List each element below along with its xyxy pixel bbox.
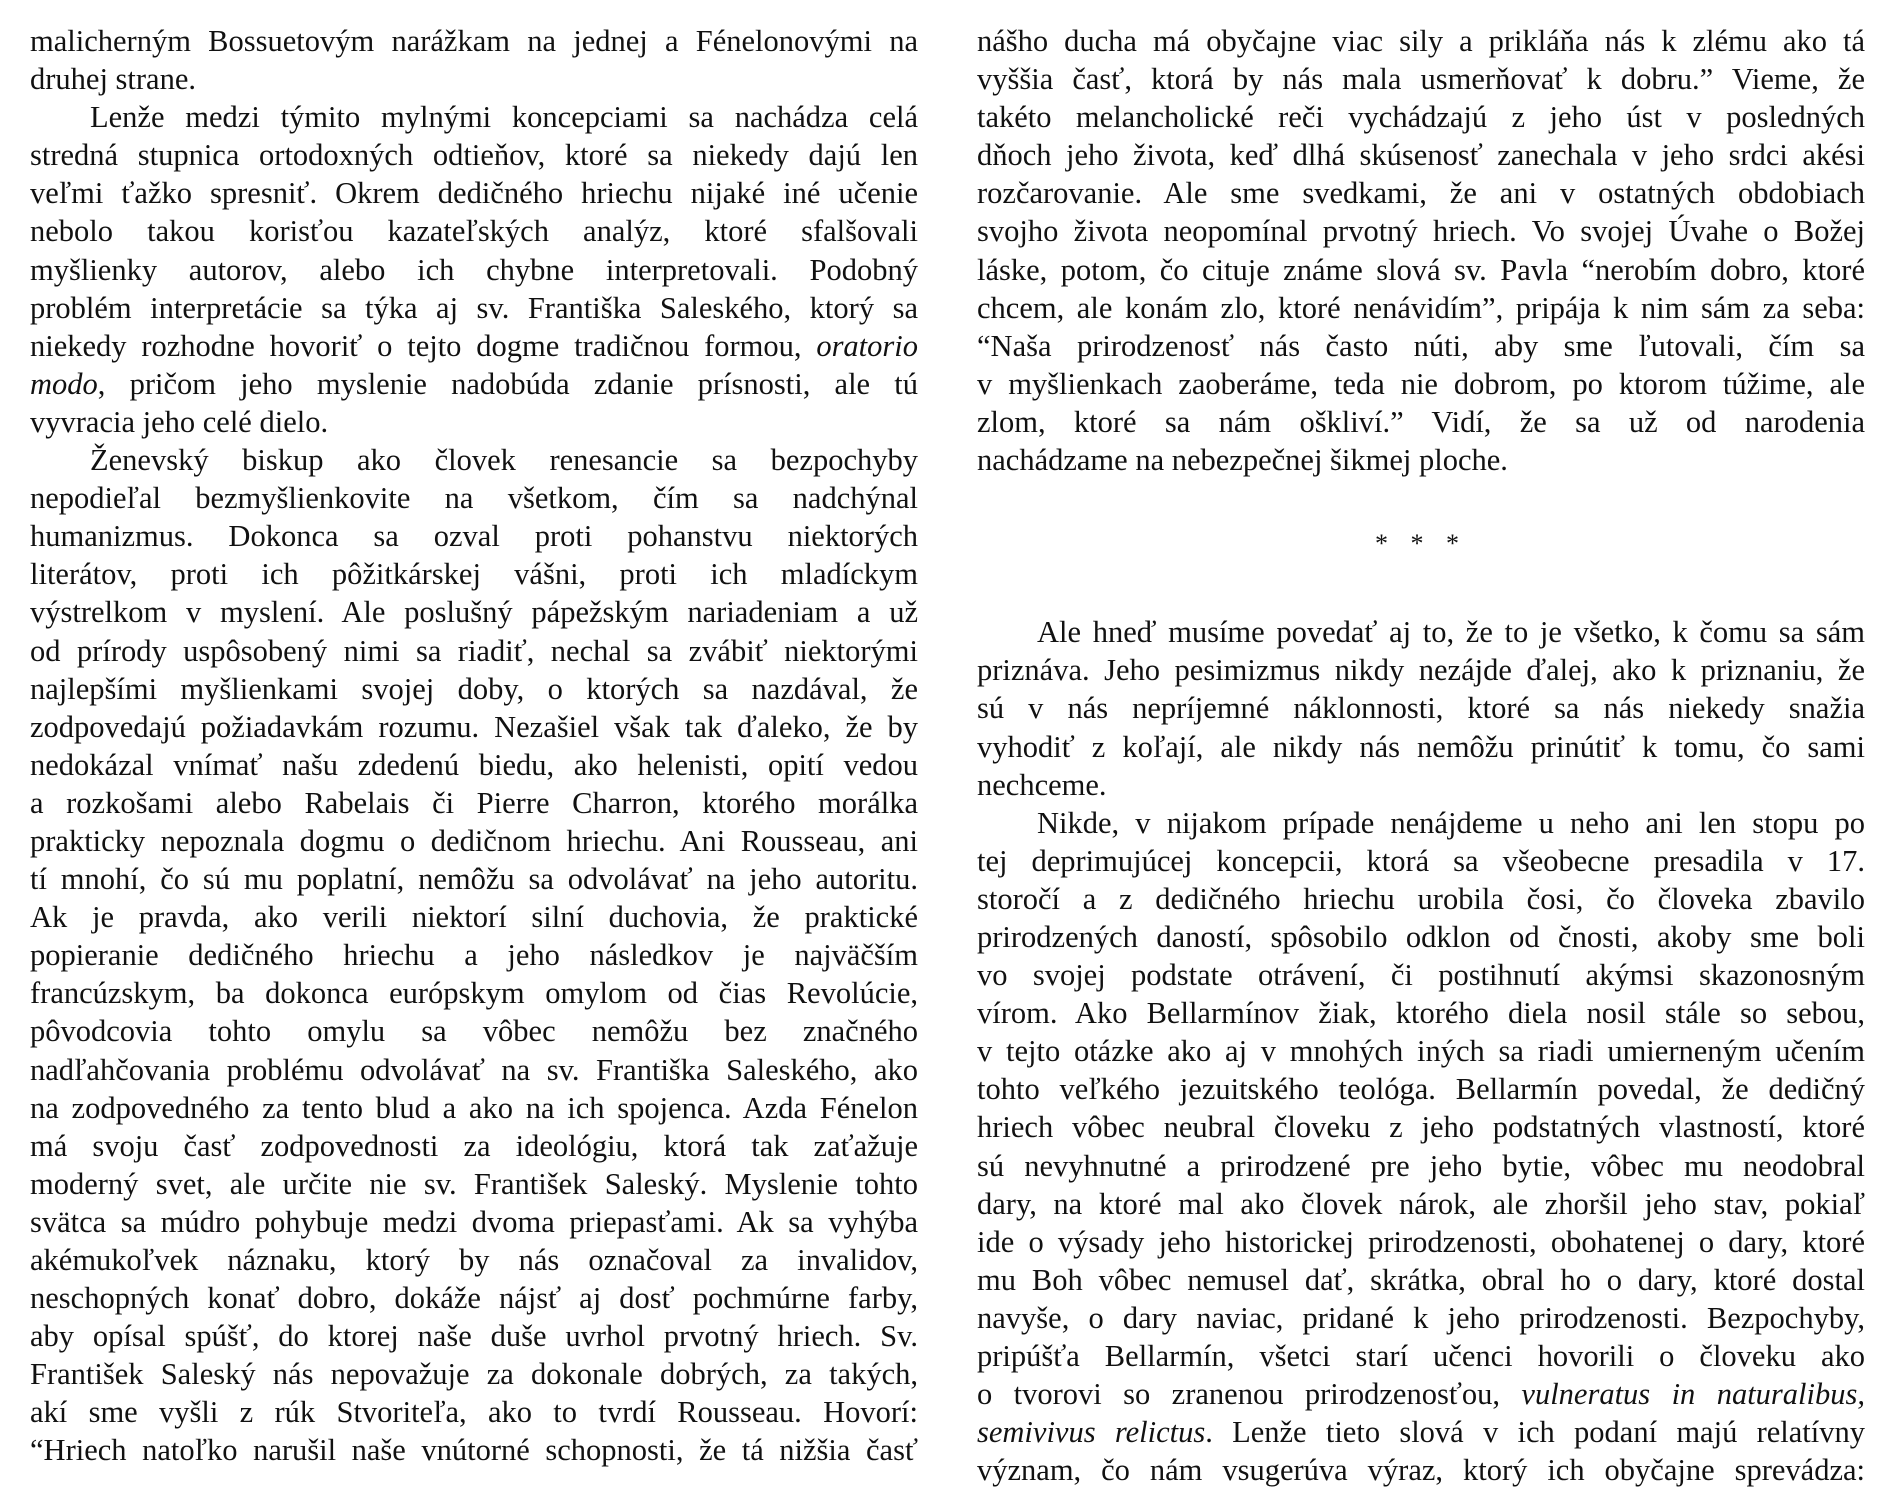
paragraph-start-line: Ale hneď musíme povedať aj to, že to je všetko, k čomu sa sám	[1037, 615, 1865, 650]
paragraph-start-line: Ženevský biskup ako človek renesancie sa bezpochyby	[90, 443, 918, 478]
text-line: hriech vôbec neubral človeku z jeho podstatných vlastností, ktoré	[977, 1110, 1865, 1145]
text-line: humanizmus. Dokonca sa ozval proti pohanstvu niektorých	[30, 519, 918, 554]
text-line: akémukoľvek náznaku, ktorý by nás označoval za invalidov,	[30, 1243, 918, 1277]
text-line: tí mnohí, čo sú mu poplatní, nemôžu sa odvolávať na jeho autoritu.	[30, 862, 918, 897]
text-line: chcem, ale konám zlo, ktoré nenávidím”, pripája k nim sám za seba:	[977, 290, 1865, 325]
paragraph-start-line: Lenže medzi týmito mylnými koncepciami sa nachádza celá	[90, 100, 918, 135]
text-line: myšlienky autorov, alebo ich chybne interpretovali. Podobný	[30, 252, 918, 287]
text-line: “Hriech natoľko narušil naše vnútorné schopnosti, že tá nižšia časť	[30, 1433, 918, 1468]
text-line: František Saleský nás nepovažuje za dokonale dobrých, za takých,	[30, 1357, 918, 1392]
text-line: dary, na ktoré mal ako človek nárok, ale zhoršil jeho stav, pokiaľ	[977, 1186, 1865, 1221]
text-line	[30, 327, 918, 365]
text-line: priznáva. Jeho pesimizmus nikdy nezájde ďalej, ako k priznaniu, že	[977, 653, 1865, 688]
text-line: Ak je pravda, ako verili niektorí silní duchovia, že praktické	[30, 900, 918, 935]
left-text-column	[30, 22, 918, 1470]
text-line: nášho ducha má obyčajne viac sily a prikláňa nás k zlému ako tá	[977, 24, 1865, 58]
text-line: druhej strane.	[30, 62, 196, 97]
text-line: malicherným Bossuetovým narážkam na jednej a Fénelonovými na	[30, 24, 918, 58]
text-line: nepodieľal bezmyšlienkovite na všetkom, čím sa nadchýnal	[30, 481, 918, 516]
text-line: tohto veľkého jezuitského teológa. Bellarmín povedal, že dedičný	[977, 1072, 1865, 1107]
text-line	[977, 1413, 1865, 1451]
text-line: výstrelkom v myslení. Ale poslušný pápežským nariadeniam a už	[30, 595, 918, 630]
text-line: prakticky nepoznala dogmu o dedičnom hriechu. Ani Rousseau, ani	[30, 823, 918, 858]
text-line: pôvodcovia tohto omylu sa vôbec nemôžu bez značného	[30, 1014, 918, 1049]
text-line: akí sme vyšli z rúk Stvoriteľa, ako to tvrdí Rousseau. Hovorí:	[30, 1395, 918, 1430]
text-fragment: . Lenže tieto slová v ich podaní majú relatívny	[1205, 1415, 1865, 1450]
text-line: v tejto otázke ako aj v mnohých iných sa riadi umierneným učením	[977, 1034, 1865, 1069]
text-line: popieranie dedičného hriechu a jeho následkov je najväčším	[30, 938, 918, 973]
text-line: a rozkošami alebo Rabelais či Pierre Charron, ktorého morálka	[30, 785, 918, 820]
text-line: francúzskym, ba dokonca európskym omylom od čias Revolúcie,	[30, 976, 918, 1011]
text-line: láske, potom, čo cituje známe slová sv. Pavla “nerobím dobro, ktoré	[977, 252, 1865, 287]
text-line: “Naša prirodzenosť nás často núti, aby sme ľutovali, čím sa	[977, 328, 1865, 363]
text-line: na zodpovedného za tento blud a ako na ich spojenca. Azda Fénelon	[30, 1090, 918, 1125]
text-line: nachádzame na nebezpečnej šikmej ploche.	[977, 443, 1508, 478]
text-line: v myšlienkach zaoberáme, teda nie dobrom, po ktorom túžime, ale	[977, 366, 1865, 401]
text-line: od prírody uspôsobený nimi sa riadiť, nechal sa zvábiť niektorými	[30, 633, 918, 668]
text-line: navyše, o dary naviac, pridané k jeho prirodzenosti. Bezpochyby,	[977, 1300, 1865, 1335]
text-line: vo svojej podstate otrávení, či postihnutí akýmsi skazonosným	[977, 958, 1865, 993]
text-line: tej deprimujúcej koncepcii, ktorá sa všeobecne presadila v 17.	[977, 843, 1865, 878]
text-line: nechceme.	[977, 767, 1107, 802]
text-line: mu Boh vôbec nemusel dať, skrátka, obral ho o dary, ktoré dostal	[977, 1262, 1865, 1297]
text-fragment: , pričom jeho myslenie nadobúda zdanie prísnosti, ale tú	[97, 366, 918, 401]
text-line: rozčarovanie. Ale sme svedkami, že ani v ostatných obdobiach	[977, 176, 1865, 211]
text-line: dňoch jeho života, keď dlhá skúsenosť zanechala v jeho srdci akési	[977, 138, 1865, 173]
italic-phrase: oratorio	[816, 328, 918, 363]
text-line: vyššia časť, ktorá by nás mala usmerňovať k dobru.” Vieme, že	[977, 62, 1865, 97]
text-line: vírom. Ako Bellarmínov žiak, ktorého diela nosil stále so sebou,	[977, 996, 1865, 1031]
text-line: problém interpretácie sa týka aj sv. Františka Saleského, ktorý sa	[30, 290, 918, 325]
spacer	[977, 563, 1865, 613]
text-line: svätca sa múdro pohybuje medzi dvoma priepasťami. Ak sa vyhýba	[30, 1204, 918, 1239]
text-line: vyvracia jeho celé dielo.	[30, 404, 329, 439]
text-line: pripúšťa Bellarmín, všetci starí učenci hovorili o človeku ako	[977, 1339, 1865, 1373]
right-text-column	[977, 22, 1865, 1489]
text-line: sú nevyhnutné a prirodzené pre jeho bytie, vôbec mu neodobral	[977, 1148, 1865, 1183]
italic-phrase: vulneratus in naturalibus,	[1521, 1377, 1865, 1412]
text-fragment: o tvorovi so zranenou prirodzenosťou,	[977, 1377, 1500, 1412]
text-line: veľmi ťažko spresniť. Okrem dedičného hriechu nijaké iné učenie	[30, 176, 918, 211]
text-line: zodpovedajú požiadavkám rozumu. Nezašiel však tak ďaleko, že by	[30, 709, 918, 744]
text-line: moderný svet, ale určite nie sv. František Saleský. Myslenie tohto	[30, 1166, 918, 1201]
text-line: prirodzených daností, spôsobilo odklon od čnosti, akoby sme boli	[977, 919, 1865, 954]
text-line: nadľahčovania problému odvolávať na sv. Františka Saleského, ako	[30, 1052, 918, 1087]
text-line: nedokázal vnímať našu zdedenú biedu, ako helenisti, opití vedou	[30, 747, 918, 782]
italic-phrase: semivivus relictus	[977, 1415, 1206, 1450]
text-line: zlom, ktoré sa nám oškliví.” Vidí, že sa už od narodenia	[977, 404, 1865, 439]
text-line: neschopných konať dobro, dokáže nájsť aj dosť pochmúrne farby,	[30, 1281, 918, 1316]
italic-phrase: modo	[30, 366, 98, 401]
text-line: literátov, proti ich pôžitkárskej vášni, proti ich mladíckym	[30, 557, 918, 592]
text-line: stredná stupnica ortodoxných odtieňov, ktoré sa niekedy dajú len	[30, 138, 918, 173]
text-line: svojho života neopomínal prvotný hriech. Vo svojej Úvahe o Božej	[977, 214, 1865, 249]
text-line: nebolo takou korisťou kazateľských analýz, ktoré sfalšovali	[30, 214, 918, 249]
spacer	[977, 479, 1865, 525]
text-line: ide o výsady jeho historickej prirodzenosti, obohatenej o dary, ktoré	[977, 1224, 1865, 1259]
text-line	[30, 365, 918, 403]
text-line: najlepšími myšlienkami svojej doby, o ktorých sa nazdával, že	[30, 671, 918, 706]
text-fragment: niekedy rozhodne hovoriť o tejto dogme tradičnou formou,	[30, 328, 802, 363]
text-line	[977, 1375, 1865, 1413]
text-line: význam, čo nám vsugerúva výraz, ktorý ich obyčajne sprevádza:	[977, 1453, 1865, 1488]
paragraph-start-line: Nikde, v nijakom prípade nenájdeme u neho ani len stopu po	[1037, 805, 1865, 840]
text-line: sú v nás nepríjemné náklonnosti, ktoré sa nás niekedy snažia	[977, 691, 1865, 726]
text-line: vyhodiť z koľají, ale nikdy nás nemôžu prinútiť k tomu, čo sami	[977, 729, 1865, 764]
text-line: aby opísal spúšť, do ktorej naše duše uvrhol prvotný hriech. Sv.	[30, 1319, 918, 1354]
section-break-asterisks: * * *	[1375, 529, 1467, 559]
text-line: storočí a z dedičného hriechu urobila čosi, čo človeka zbavilo	[977, 881, 1865, 916]
text-line: má svoju časť zodpovednosti za ideológiu, ktorá tak zaťažuje	[30, 1128, 918, 1163]
text-line: takéto melancholické reči vychádzajú z jeho úst v posledných	[977, 100, 1865, 135]
